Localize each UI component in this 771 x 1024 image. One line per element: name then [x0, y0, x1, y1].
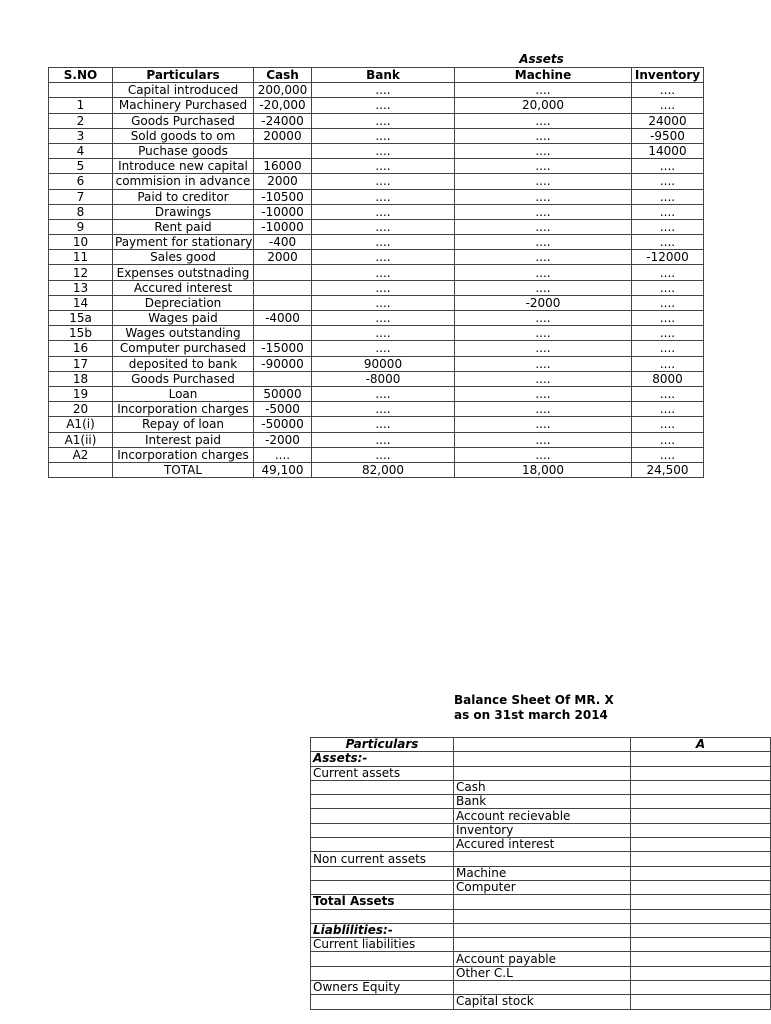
bs-category-cell [311, 823, 454, 837]
inventory-cell: .... [632, 386, 704, 401]
bs-amount-cell [631, 952, 771, 966]
machine-cell: .... [455, 204, 632, 219]
cash-cell [254, 326, 312, 341]
machine-cell: .... [455, 219, 632, 234]
inventory-cell: .... [632, 341, 704, 356]
cash-cell: -5000 [254, 402, 312, 417]
particulars-cell: deposited to bank [113, 356, 254, 371]
ledger-row [49, 235, 704, 250]
machine-cell: .... [455, 326, 632, 341]
bs-amount-cell [631, 752, 771, 766]
bank-cell: -8000 [312, 371, 455, 386]
balance-sheet-container [310, 737, 706, 1024]
ledger-row [49, 128, 704, 143]
machine-cell: .... [455, 341, 632, 356]
ledger-row [49, 265, 704, 280]
machine-cell: .... [455, 113, 632, 128]
bank-cell: .... [312, 83, 455, 98]
bs-category-cell: Non current assets [311, 852, 454, 866]
sno-cell [49, 462, 113, 477]
ledger-row [49, 295, 704, 310]
cash-cell: 2000 [254, 174, 312, 189]
particulars-cell: Depreciation [113, 295, 254, 310]
inventory-cell: .... [632, 265, 704, 280]
cash-cell [254, 143, 312, 158]
machine-cell: 20,000 [455, 98, 632, 113]
sno-cell: A2 [49, 447, 113, 462]
bank-cell: .... [312, 250, 455, 265]
bank-cell: .... [312, 235, 455, 250]
bank-cell: 82,000 [312, 462, 455, 477]
machine-cell: .... [455, 417, 632, 432]
inventory-cell: .... [632, 83, 704, 98]
bs-category-cell [311, 966, 454, 980]
header-particulars: Particulars [113, 68, 254, 83]
header-bank: Bank [312, 68, 455, 83]
header-sno: S.NO [49, 68, 113, 83]
bank-cell: .... [312, 98, 455, 113]
ledger-row [49, 143, 704, 158]
cash-cell: -90000 [254, 356, 312, 371]
header-inventory: Inventory [632, 68, 704, 83]
bank-cell: .... [312, 311, 455, 326]
machine-cell: .... [455, 174, 632, 189]
bank-cell: .... [312, 417, 455, 432]
inventory-cell: .... [632, 432, 704, 447]
machine-cell: .... [455, 371, 632, 386]
cash-cell [254, 371, 312, 386]
bs-category-cell [311, 909, 454, 923]
bs-amount-cell [631, 909, 771, 923]
inventory-cell: .... [632, 402, 704, 417]
bs-item-cell: Account payable [454, 952, 631, 966]
particulars-cell: Accured interest [113, 280, 254, 295]
bs-item-cell [454, 981, 631, 995]
bank-cell: .... [312, 219, 455, 234]
bs-amount-cell [631, 823, 771, 837]
ledger-row [49, 219, 704, 234]
sno-cell: 17 [49, 356, 113, 371]
particulars-cell: Introduce new capital [113, 159, 254, 174]
particulars-cell: Interest paid [113, 432, 254, 447]
bs-header-blank [454, 738, 631, 752]
bs-amount-cell [631, 809, 771, 823]
sno-cell: 11 [49, 250, 113, 265]
machine-cell: .... [455, 128, 632, 143]
machine-cell: .... [455, 143, 632, 158]
inventory-cell: .... [632, 311, 704, 326]
balance-sheet-row [311, 895, 771, 909]
cash-cell: 2000 [254, 250, 312, 265]
sno-cell: 9 [49, 219, 113, 234]
bs-item-cell: Other C.L [454, 966, 631, 980]
bs-item-cell: Bank [454, 795, 631, 809]
bs-item-cell [454, 895, 631, 909]
particulars-cell: Paid to creditor [113, 189, 254, 204]
bs-item-cell: Computer [454, 880, 631, 894]
balance-sheet-row [311, 809, 771, 823]
cash-cell: -10000 [254, 219, 312, 234]
bs-category-cell: Owners Equity [311, 981, 454, 995]
inventory-cell: .... [632, 159, 704, 174]
ledger-row [49, 159, 704, 174]
sno-cell: 15a [49, 311, 113, 326]
sno-cell: 5 [49, 159, 113, 174]
particulars-cell: Goods Purchased [113, 371, 254, 386]
ledger-row [49, 174, 704, 189]
balance-sheet-table [310, 737, 771, 1010]
cash-cell: -2000 [254, 432, 312, 447]
particulars-cell: Capital introduced [113, 83, 254, 98]
cash-cell: -24000 [254, 113, 312, 128]
cash-cell: -50000 [254, 417, 312, 432]
bs-item-cell [454, 752, 631, 766]
inventory-cell: .... [632, 356, 704, 371]
balance-sheet-row [311, 766, 771, 780]
balance-sheet-title-line1: Balance Sheet Of MR. X [454, 693, 614, 707]
bank-cell: .... [312, 280, 455, 295]
machine-cell: .... [455, 311, 632, 326]
bs-category-cell [311, 880, 454, 894]
bs-category-cell: Total Assets [311, 895, 454, 909]
cash-cell: 200,000 [254, 83, 312, 98]
particulars-cell: Payment for stationary [113, 235, 254, 250]
inventory-cell: 24,500 [632, 462, 704, 477]
balance-sheet-row [311, 880, 771, 894]
ledger-row [49, 462, 704, 477]
inventory-cell: .... [632, 174, 704, 189]
bank-cell: .... [312, 386, 455, 401]
bs-amount-cell [631, 780, 771, 794]
cash-cell: -10000 [254, 204, 312, 219]
bank-cell: .... [312, 204, 455, 219]
sno-cell: 8 [49, 204, 113, 219]
bs-category-cell: Current liabilities [311, 938, 454, 952]
bs-amount-cell [631, 838, 771, 852]
inventory-cell: .... [632, 204, 704, 219]
bs-category-cell [311, 809, 454, 823]
cash-cell [254, 265, 312, 280]
bs-category-cell [311, 838, 454, 852]
bs-amount-cell [631, 966, 771, 980]
balance-sheet-row [311, 995, 771, 1009]
sno-cell: 20 [49, 402, 113, 417]
sno-cell: 2 [49, 113, 113, 128]
sno-cell: 13 [49, 280, 113, 295]
bs-category-cell [311, 995, 454, 1009]
sno-cell: 18 [49, 371, 113, 386]
particulars-cell: Loan [113, 386, 254, 401]
particulars-cell: Drawings [113, 204, 254, 219]
bs-header-particulars: Particulars [311, 738, 454, 752]
ledger-header-row [49, 68, 704, 83]
bs-amount-cell [631, 766, 771, 780]
bank-cell: .... [312, 402, 455, 417]
ledger-row [49, 83, 704, 98]
inventory-cell: 8000 [632, 371, 704, 386]
ledger-row [49, 432, 704, 447]
sno-cell: 3 [49, 128, 113, 143]
ledger-row [49, 371, 704, 386]
bs-header-amount: A [631, 738, 771, 752]
balance-sheet-row [311, 838, 771, 852]
bank-cell: .... [312, 326, 455, 341]
bs-item-cell [454, 923, 631, 937]
header-machine: Machine [455, 68, 632, 83]
inventory-cell: -12000 [632, 250, 704, 265]
ledger-row [49, 447, 704, 462]
cash-cell [254, 295, 312, 310]
inventory-cell: 14000 [632, 143, 704, 158]
bs-category-cell [311, 952, 454, 966]
balance-sheet-row [311, 909, 771, 923]
sno-cell: 6 [49, 174, 113, 189]
machine-cell: .... [455, 265, 632, 280]
particulars-cell: Computer purchased [113, 341, 254, 356]
cash-cell: 16000 [254, 159, 312, 174]
bs-amount-cell [631, 795, 771, 809]
particulars-cell: Incorporation charges [113, 447, 254, 462]
ledger-row [49, 113, 704, 128]
particulars-cell: Incorporation charges [113, 402, 254, 417]
cash-cell [254, 280, 312, 295]
particulars-cell: Wages paid [113, 311, 254, 326]
bs-category-cell [311, 780, 454, 794]
machine-cell: .... [455, 447, 632, 462]
machine-cell: 18,000 [455, 462, 632, 477]
balance-sheet-row [311, 795, 771, 809]
sno-cell: 16 [49, 341, 113, 356]
bs-amount-cell [631, 938, 771, 952]
balance-sheet-title [454, 693, 614, 723]
bs-category-cell: Current assets [311, 766, 454, 780]
machine-cell: -2000 [455, 295, 632, 310]
balance-sheet-row [311, 952, 771, 966]
inventory-cell: .... [632, 280, 704, 295]
bank-cell: .... [312, 265, 455, 280]
bank-cell: .... [312, 174, 455, 189]
bs-item-cell: Capital stock [454, 995, 631, 1009]
inventory-cell: 24000 [632, 113, 704, 128]
sno-cell [49, 83, 113, 98]
sno-cell: A1(ii) [49, 432, 113, 447]
balance-sheet-row [311, 752, 771, 766]
bs-item-cell: Account recievable [454, 809, 631, 823]
particulars-cell: Goods Purchased [113, 113, 254, 128]
bank-cell: .... [312, 341, 455, 356]
sno-cell: 12 [49, 265, 113, 280]
balance-sheet-row [311, 938, 771, 952]
ledger-row [49, 417, 704, 432]
cash-cell: -4000 [254, 311, 312, 326]
balance-sheet-row [311, 866, 771, 880]
bank-cell: .... [312, 113, 455, 128]
machine-cell: .... [455, 250, 632, 265]
bank-cell: .... [312, 189, 455, 204]
sno-cell: 7 [49, 189, 113, 204]
cash-cell: -15000 [254, 341, 312, 356]
bs-category-cell: Assets:- [311, 752, 454, 766]
cash-cell: 50000 [254, 386, 312, 401]
inventory-cell: .... [632, 98, 704, 113]
particulars-cell: TOTAL [113, 462, 254, 477]
sno-cell: 4 [49, 143, 113, 158]
balance-sheet-row [311, 923, 771, 937]
machine-cell: .... [455, 402, 632, 417]
machine-cell: .... [455, 235, 632, 250]
ledger-row [49, 204, 704, 219]
bs-item-cell: Cash [454, 780, 631, 794]
bs-category-cell [311, 795, 454, 809]
cash-cell: 20000 [254, 128, 312, 143]
machine-cell: .... [455, 280, 632, 295]
machine-cell: .... [455, 386, 632, 401]
particulars-cell: Expenses outstnading [113, 265, 254, 280]
machine-cell: .... [455, 83, 632, 98]
machine-cell: .... [455, 356, 632, 371]
assets-group-title: Assets [519, 52, 564, 66]
bs-item-cell [454, 852, 631, 866]
sno-cell: 1 [49, 98, 113, 113]
inventory-cell: .... [632, 417, 704, 432]
bs-item-cell: Machine [454, 866, 631, 880]
bs-amount-cell [631, 880, 771, 894]
cash-cell: .... [254, 447, 312, 462]
sno-cell: A1(i) [49, 417, 113, 432]
balance-sheet-title-line2: as on 31st march 2014 [454, 708, 608, 722]
bs-item-cell: Accured interest [454, 838, 631, 852]
machine-cell: .... [455, 432, 632, 447]
particulars-cell: Machinery Purchased [113, 98, 254, 113]
header-cash: Cash [254, 68, 312, 83]
particulars-cell: commision in advance [113, 174, 254, 189]
balance-sheet-row [311, 852, 771, 866]
inventory-cell: .... [632, 235, 704, 250]
sno-cell: 10 [49, 235, 113, 250]
bs-category-cell [311, 866, 454, 880]
bs-amount-cell [631, 981, 771, 995]
inventory-cell: .... [632, 447, 704, 462]
bs-item-cell [454, 909, 631, 923]
bank-cell: .... [312, 295, 455, 310]
ledger-row [49, 250, 704, 265]
cash-cell: -20,000 [254, 98, 312, 113]
ledger-row [49, 341, 704, 356]
particulars-cell: Repay of loan [113, 417, 254, 432]
balance-sheet-row [311, 981, 771, 995]
bs-amount-cell [631, 852, 771, 866]
ledger-row [49, 189, 704, 204]
bs-category-cell: Liablilities:- [311, 923, 454, 937]
ledger-row [49, 356, 704, 371]
particulars-cell: Sold goods to om [113, 128, 254, 143]
ledger-row [49, 280, 704, 295]
bank-cell: .... [312, 432, 455, 447]
balance-sheet-row [311, 823, 771, 837]
inventory-cell: .... [632, 219, 704, 234]
cash-cell: -400 [254, 235, 312, 250]
particulars-cell: Wages outstanding [113, 326, 254, 341]
bank-cell: .... [312, 447, 455, 462]
particulars-cell: Sales good [113, 250, 254, 265]
cash-cell: -10500 [254, 189, 312, 204]
bank-cell: .... [312, 128, 455, 143]
sno-cell: 15b [49, 326, 113, 341]
bs-amount-cell [631, 923, 771, 937]
bs-amount-cell [631, 895, 771, 909]
bs-item-cell [454, 938, 631, 952]
inventory-cell: -9500 [632, 128, 704, 143]
cash-cell: 49,100 [254, 462, 312, 477]
bs-amount-cell [631, 866, 771, 880]
sno-cell: 14 [49, 295, 113, 310]
inventory-cell: .... [632, 295, 704, 310]
bank-cell: 90000 [312, 356, 455, 371]
particulars-cell: Puchase goods [113, 143, 254, 158]
ledger-row [49, 386, 704, 401]
bs-item-cell [454, 766, 631, 780]
bank-cell: .... [312, 143, 455, 158]
particulars-cell: Rent paid [113, 219, 254, 234]
bs-amount-cell [631, 995, 771, 1009]
sno-cell: 19 [49, 386, 113, 401]
inventory-cell: .... [632, 189, 704, 204]
balance-sheet-header-row [311, 738, 771, 752]
ledger-row [49, 98, 704, 113]
ledger-row [49, 402, 704, 417]
bank-cell: .... [312, 159, 455, 174]
ledger-table [48, 67, 704, 478]
machine-cell: .... [455, 159, 632, 174]
machine-cell: .... [455, 189, 632, 204]
balance-sheet-row [311, 966, 771, 980]
ledger-row [49, 326, 704, 341]
inventory-cell: .... [632, 326, 704, 341]
ledger-row [49, 311, 704, 326]
bs-item-cell: Inventory [454, 823, 631, 837]
balance-sheet-row [311, 780, 771, 794]
